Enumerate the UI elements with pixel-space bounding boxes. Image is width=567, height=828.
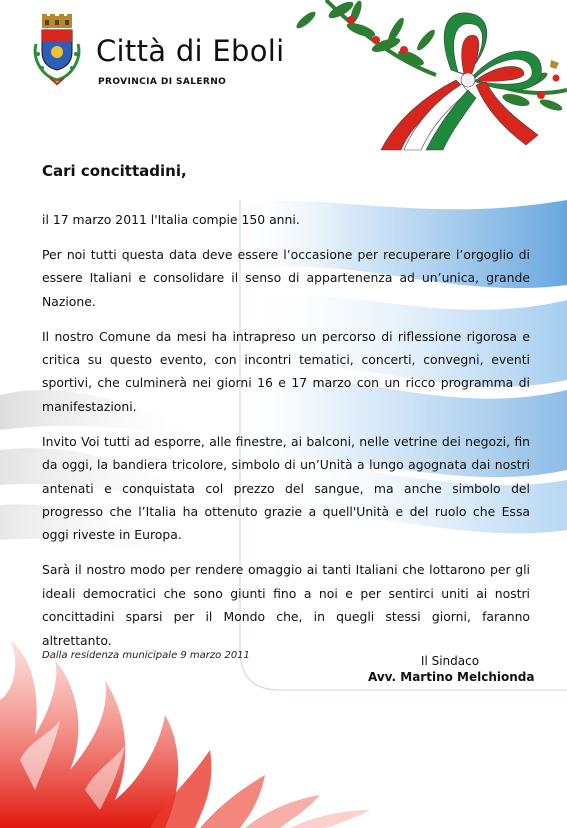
- city-name: Città di Eboli: [96, 34, 285, 68]
- signature-name: Avv. Martino Melchionda: [368, 670, 535, 684]
- letter-paragraph: Invito Voi tutti ad esporre, alle finestre, ai balconi, nelle vetrine dei negozi, fin da oggi, la bandiera tricolore, simbolo di un’Unità a lungo agognata dai nostri antenati e conquistata col prezzo del sangue, ma anche simbolo del progresso che l’Italia ha ottenuto grazie a quell'Unità e del ruolo che Essa oggi riveste in Europa.: [42, 433, 530, 543]
- olive-branch-tricolor-ribbon-icon: [286, 0, 567, 152]
- date-line: Dalla residenza municipale 9 marzo 2011: [42, 650, 250, 661]
- coat-of-arms-icon: [32, 14, 82, 88]
- letter-greeting: Cari concittadini,: [42, 162, 187, 180]
- province-name: PROVINCIA DI SALERNO: [98, 77, 227, 87]
- signature-title: Il Sindaco: [420, 654, 480, 668]
- letter-paragraph: il 17 marzo 2011 l'Italia compie 150 anni.: [42, 212, 300, 227]
- letter-paragraph: Per noi tutti questa data deve essere l’occasione per recuperare l’orgoglio di essere Italiani e consolidare il senso di appartenenza ad un’unica, grande Nazione.: [42, 246, 530, 309]
- letter-body: [42, 208, 530, 663]
- red-flames: [0, 640, 370, 828]
- letter-paragraph: Sarà il nostro modo per rendere omaggio ai tanti Italiani che lottarono per gli ideali democratici che sono giunti fino a noi e per sentirci uniti ai nostri concittadini sparsi per il Mondo che, in quegli stessi giorni, faranno altrettanto.: [42, 562, 530, 648]
- letter-paragraph: Il nostro Comune da mesi ha intrapreso un percorso di riflessione rigorosa e critica su questo evento, con incontri tematici, concerti, convegni, eventi sportivi, che culminerà nei giorni 16 e 17 marzo con un ricco programma di manifestazioni.: [42, 328, 530, 414]
